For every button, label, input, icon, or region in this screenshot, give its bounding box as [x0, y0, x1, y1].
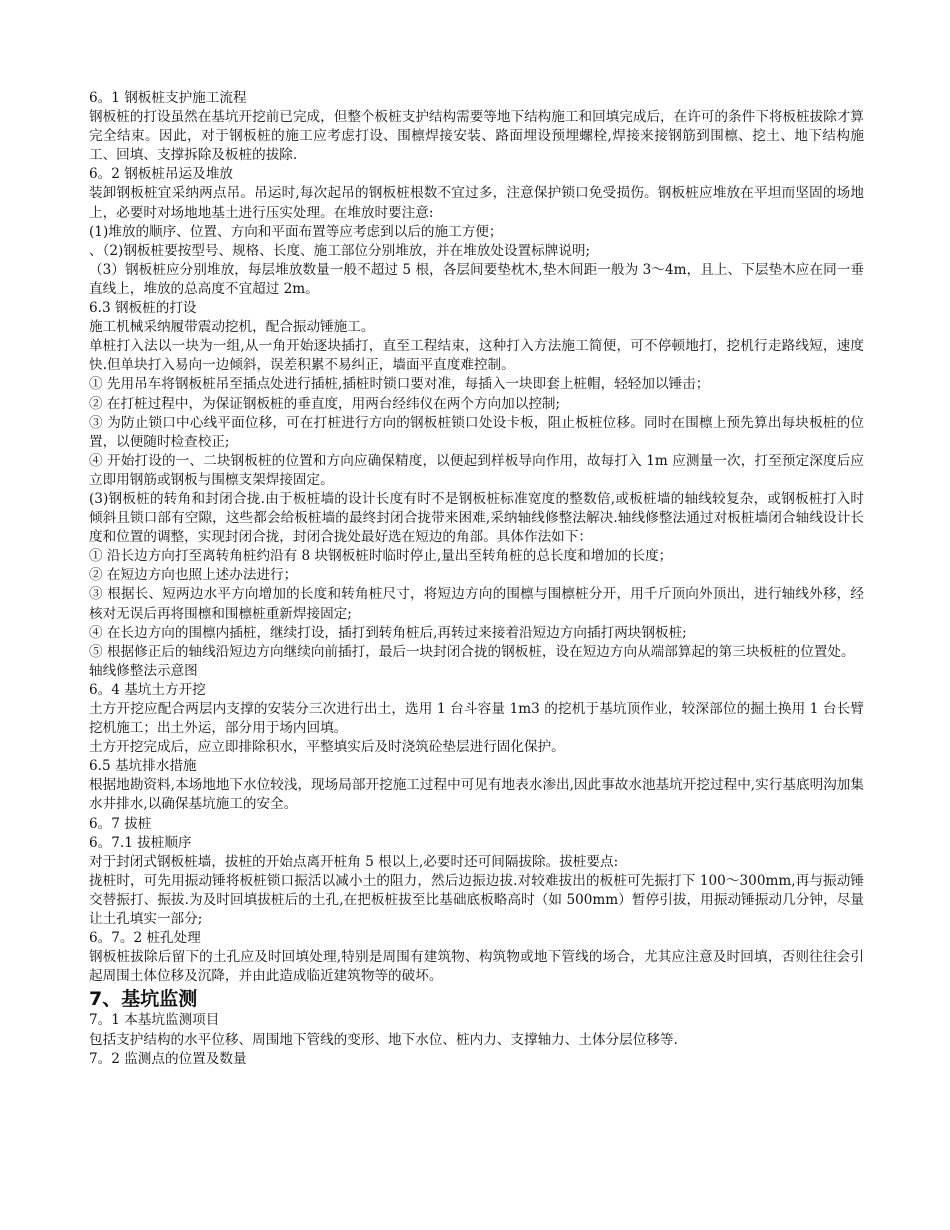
- figure-caption: 轴线修整法示意图: [89, 662, 198, 679]
- list-item: ② 在打桩过程中，为保证钢板桩的垂直度，用两台经纬仪在两个方向加以控制;: [89, 395, 561, 412]
- section-heading-6-5: 6.5 基坑排水措施: [89, 758, 197, 775]
- section-heading-7-1: 7。1 本基坑监测项目: [89, 1012, 220, 1029]
- list-item: ① 先用吊车将钢板桩吊至插点处进行插桩,插桩时锁口要对准，每插入一块即套上桩帽，轻轻加以锤击；: [89, 376, 710, 393]
- list-item: ④ 开始打设的一、二块钢板桩的位置和方向应确保精度，以便起到样板导向作用，故每打入 1m 应测量一次，打至预定深度后应立即用钢筋或钢板与围檩支架焊接固定。: [89, 452, 864, 488]
- list-item: ① 沿长边方向打至离转角桩约沿有 8 块钢板桩时临时停止,量出至转角桩的总长度和增加的长度；: [89, 548, 673, 565]
- paragraph: 根据地勘资料,本场地地下水位较浅，现场局部开挖施工过程中可见有地表水渗出,因此事故水池基坑开挖过程中,实行基底明沟加集水井排水,以确保基坑施工的安全。: [89, 777, 864, 813]
- section-heading-6-3: 6.3 钢板桩的打设: [89, 300, 197, 317]
- list-item: ③ 为防止锁口中心线平面位移，可在打桩进行方向的钢板桩锁口处设卡板，阻止板桩位移。同时在围檩上预先算出每块板桩的位置，以便随时检查校正;: [89, 414, 864, 450]
- paragraph: 装卸钢板桩宜采纳两点吊。吊运时,每次起吊的钢板桩根数不宜过多，注意保护锁口免受损伤。钢板桩应堆放在平坦而坚固的场地上，必要时对场地地基土进行压实处理。在堆放时要注意:: [89, 185, 864, 221]
- paragraph: 土方开挖完成后，应立即排除积水，平整填实后及时浇筑砼垫层进行固化保护。: [89, 739, 565, 756]
- list-item: ③ 根据长、短两边水平方向增加的长度和转角桩尺寸，将短边方向的围檩与围檩桩分开，用千斤顶向外顶出，进行轴线外移，经核对无误后再将围檩和围檩桩重新焊接固定;: [89, 586, 864, 622]
- section-heading-6-2: 6。2 钢板桩吊运及堆放: [89, 166, 233, 183]
- section-heading-7-2: 7。2 监测点的位置及数量: [89, 1050, 247, 1067]
- list-item: ⑤ 根据修正后的轴线沿短边方向继续向前插打，最后一块封闭合拢的钢板桩，设在短边方向从端部算起的第三块板桩的位置处。: [89, 643, 855, 660]
- paragraph: 包括支护结构的水平位移、周围地下管线的变形、地下水位、桩内力、支撑轴力、土体分层位移等.: [89, 1031, 678, 1048]
- document-page: [89, 89, 864, 1069]
- paragraph: 钢板桩的打设虽然在基坑开挖前已完成，但整个板桩支护结构需要等地下结构施工和回填完成后，在许可的条件下将板桩拔除才算完全结束。因此，对于钢板桩的施工应考虑打设、围檩焊接安装、路面埋设预埋螺栓,焊接来接钢筋到围檩、挖土、地下结构施工、回填、支撑拆除及板桩的拔除.: [89, 109, 864, 164]
- paragraph: 施工机械采纳履带震动挖机，配合振动锤施工。: [89, 319, 375, 336]
- list-item: （3）钢板桩应分别堆放，每层堆放数量一般不超过 5 根，各层间要垫枕木,垫木间距一般为 3～4m，且上、下层垫木应在同一垂直线上，堆放的总高度不宜超过 2m。: [89, 261, 864, 297]
- list-item: ② 在短边方向也照上述办法进行；: [89, 567, 298, 584]
- paragraph: 对于封闭式钢板桩墙，拔桩的开始点离开桩角 5 根以上,必要时还可间隔拔除。拔桩要点:: [89, 853, 619, 870]
- section-heading-6-4: 6。4 基坑土方开挖: [89, 681, 206, 698]
- section-heading-6-7: 6。7 拔桩: [89, 815, 152, 832]
- chapter-heading-7: 7、基坑监测: [89, 988, 198, 1011]
- section-heading-6-7-1: 6。7.1 拔桩顺序: [89, 834, 192, 851]
- list-item: ④ 在长边方向的围檩内插桩，继续打设，插打到转角桩后,再转过来接着沿短边方向插打两块钢板桩;: [89, 624, 687, 641]
- section-heading-6-1: 6。1 钢板桩支护施工流程: [89, 90, 247, 106]
- section-heading-6-7-2: 6。7。2 桩孔处理: [89, 930, 201, 947]
- paragraph: 钢板桩拔除后留下的土孔应及时回填处理,特别是周围有建筑物、构筑物或地下管线的场合，尤其应注意及时回填，否则往往会引起周围土体位移及沉降，并由此造成临近建筑物等的破坏。: [89, 949, 864, 985]
- list-item: 、（2)钢板桩要按型号、规格、长度、施工部位分别堆放，并在堆放处设置标牌说明;: [89, 242, 591, 259]
- paragraph: 土方开挖应配合两层内支撑的安装分三次进行出土，选用 1 台斗容量 1m3 的挖机于基坑顶作业，较深部位的掘土换用 1 台长臂挖机施工；出土外运，部分用于场内回填。: [89, 701, 864, 737]
- list-item: (1)堆放的顺序、位置、方向和平面布置等应考虑到以后的施工方便；: [89, 223, 503, 240]
- paragraph: (3)钢板桩的转角和封闭合拢.由于板桩墙的设计长度有时不是钢板桩标准宽度的整数倍,或板桩墙的轴线较复杂，或钢板桩打入时倾斜且锁口部有空隙，这些都会给板桩墙的最终封闭合拢带来困难,采纳轴线修整法解决.轴线修整法通过对板桩墙闭合轴线设计长度和位置的调整，实现封闭合拢，封闭合拢处最好选在短边的角部。具体作法如下：: [89, 490, 864, 546]
- paragraph: 单桩打入法以一块为一组,从一角开始逐块插打，直至工程结束，这种打入方法施工简便，可不停顿地打，挖机行走路线短，速度快.但单块打入易向一边倾斜，误差积累不易纠正，墙面平直度难控制。: [89, 338, 864, 374]
- paragraph: 拢桩时，可先用振动锤将板桩锁口振活以减小土的阻力，然后边振边拔.对较难拔出的板桩可先振打下 100～300mm,再与振动锤交替振打、振拔.为及时回填拔桩后的土孔,在把板桩拔至比基础底板略高时（如 500mm）暂停引拔，用振动锤振动几分钟，尽量让土孔填实一部分;: [89, 872, 864, 928]
